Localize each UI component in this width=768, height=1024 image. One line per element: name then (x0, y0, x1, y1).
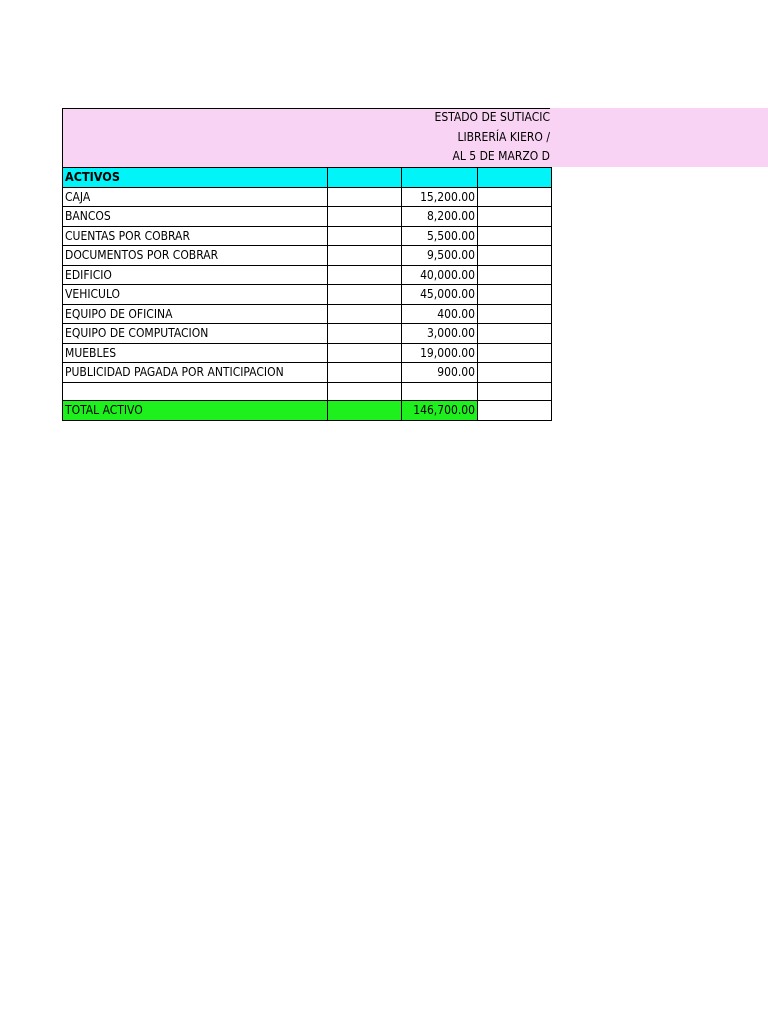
row-amount: 400.00 (402, 304, 478, 324)
table-row (63, 324, 552, 344)
table-row (63, 226, 552, 246)
cell (328, 363, 402, 383)
cell (328, 401, 402, 421)
table-row (63, 246, 552, 266)
section-title: ACTIVOS (63, 168, 328, 188)
cell (478, 265, 552, 285)
row-label: CUENTAS POR COBRAR (63, 226, 328, 246)
row-label: CAJA (63, 187, 328, 207)
row-label: BANCOS (63, 207, 328, 227)
row-label: DOCUMENTOS POR COBRAR (63, 246, 328, 266)
cell (328, 324, 402, 344)
cell (478, 324, 552, 344)
report-date: AL 5 DE MARZO D (452, 149, 550, 163)
table-row (63, 363, 552, 383)
row-amount: 40,000.00 (402, 265, 478, 285)
table-row (63, 265, 552, 285)
cell (328, 207, 402, 227)
cell (328, 382, 402, 401)
row-amount: 8,200.00 (402, 207, 478, 227)
cell (478, 401, 552, 421)
cell (328, 265, 402, 285)
total-label: TOTAL ACTIVO (63, 401, 328, 421)
cell (402, 382, 478, 401)
row-label: PUBLICIDAD PAGADA POR ANTICIPACION (63, 363, 328, 383)
cell (328, 168, 402, 188)
table-row (63, 207, 552, 227)
cell (478, 207, 552, 227)
cell (478, 343, 552, 363)
row-amount: 19,000.00 (402, 343, 478, 363)
row-label: VEHICULO (63, 285, 328, 305)
cell (328, 285, 402, 305)
row-amount: 900.00 (402, 363, 478, 383)
row-label: EDIFICIO (63, 265, 328, 285)
total-row (63, 401, 552, 421)
row-amount: 3,000.00 (402, 324, 478, 344)
row-label: EQUIPO DE COMPUTACION (63, 324, 328, 344)
cell (478, 187, 552, 207)
row-label: EQUIPO DE OFICINA (63, 304, 328, 324)
empty-row (63, 382, 552, 401)
row-amount: 15,200.00 (402, 187, 478, 207)
cell (478, 382, 552, 401)
cell (328, 187, 402, 207)
cell (478, 226, 552, 246)
cell (478, 246, 552, 266)
table-row (63, 187, 552, 207)
total-amount: 146,700.00 (402, 401, 478, 421)
report-title: ESTADO DE SUTIACIC (434, 110, 550, 124)
row-amount: 45,000.00 (402, 285, 478, 305)
table-row (63, 343, 552, 363)
cell (328, 246, 402, 266)
section-header-row (63, 168, 552, 188)
cell (328, 226, 402, 246)
company-name: LIBRERÍA KIERO / (457, 129, 550, 144)
cell (478, 363, 552, 383)
cell (478, 168, 552, 188)
cell (328, 304, 402, 324)
cell (478, 285, 552, 305)
row-amount: 5,500.00 (402, 226, 478, 246)
cell (478, 304, 552, 324)
table-row (63, 304, 552, 324)
spreadsheet (62, 108, 768, 421)
cell (63, 382, 328, 401)
cell (402, 168, 478, 188)
row-label: MUEBLES (63, 343, 328, 363)
assets-table (62, 167, 552, 421)
report-header (62, 108, 768, 167)
row-amount: 9,500.00 (402, 246, 478, 266)
table-row (63, 285, 552, 305)
cell (328, 343, 402, 363)
